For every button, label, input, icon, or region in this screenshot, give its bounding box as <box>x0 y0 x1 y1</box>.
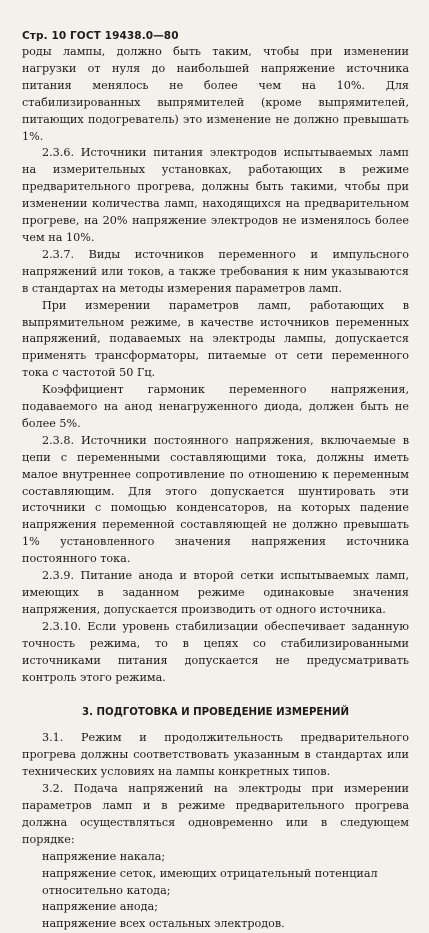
paragraph-3-1: 3.1. Режим и продолжительность предварительного прогрева должны соответствовать указанным в стандартах или технических условиях на лампы конкретных типов. <box>22 731 409 779</box>
section-heading: 3. ПОДГОТОВКА И ПРОВЕДЕНИЕ ИЗМЕРЕНИЙ <box>82 707 349 719</box>
paragraph-harmonic-coefficient: Коэффициент гармоник переменного напряжения, подаваемого на анод ненагруженного диода, должен быть не более 5%. <box>22 383 409 430</box>
list-item: напряжение накала; <box>42 849 166 863</box>
page-content <box>22 44 409 933</box>
paragraph-2-3-9: 2.3.9. Питание анода и второй сетки испытываемых ламп, имеющих в заданном режиме одинаковые значения напряжения, допускается производить от одного источника. <box>22 569 409 616</box>
paragraph-2-3-7: 2.3.7. Виды источников переменного и импульсного напряжений или токов, а также требования к ним указываются в стандартах на методы измерения параметров ламп. <box>22 247 409 295</box>
page-header: Стр. 10 ГОСТ 19438.0—80 <box>22 30 179 42</box>
paragraph-3-2: 3.2. Подача напряжений на электроды при измерении параметров ламп и в режиме предварительного прогрева должна осуществляться одновременно или в следующем порядке: <box>22 782 409 846</box>
list-item: напряжение всех остальных электродов. <box>42 917 285 931</box>
paragraph-rectifier-mode: При измерении параметров ламп, работающих в выпрямительном режиме, в качестве источников переменных напряжений, подаваемых на электроды лампы, допускается применять трансформаторы, питаемые от сети переменного тока с частотой 50 Гц. <box>22 298 409 380</box>
paragraph-2-3-10: 2.3.10. Если уровень стабилизации обеспечивает заданную точность режима, то в цепях со стабилизированными источниками питания допускается не предусматривать контроль этого режима. <box>22 619 409 684</box>
paragraph-continuation: роды лампы, должно быть таким, чтобы при изменении нагрузки от нуля до наибольшей напряжение источника питания менялось не более чем на 10%. Для стабилизированных выпрямителей (кроме выпрямителей, питающих подогреватель) это изменение не должно превышать 1%. <box>22 45 409 143</box>
list-item: напряжение сеток, имеющих отрицательный потенциал относительно катода; <box>42 866 378 897</box>
paragraph-2-3-6: 2.3.6. Источники питания электродов испытываемых ламп на измерительных установках, работающих в режиме предварительного прогрева, должны быть такими, чтобы при изменении количества ламп, находящихся на предварительном прогреве, на 20% напряжение электродов не изменялось более чем на 10%. <box>22 146 409 244</box>
paragraph-2-3-8: 2.3.8. Источники постоянного напряжения, включаемые в цепи с переменными составляющими тока, должны иметь малое внутреннее сопротивление по отношению к переменным составляющим. Для этого допускается шунтировать эти источники с помощью конденсаторов, на которых падение напряжения переменной составляющей не должно превышать 1% установленного значения напряжения источника постоянного тока. <box>22 433 409 566</box>
list-item: напряжение анода; <box>42 900 158 914</box>
